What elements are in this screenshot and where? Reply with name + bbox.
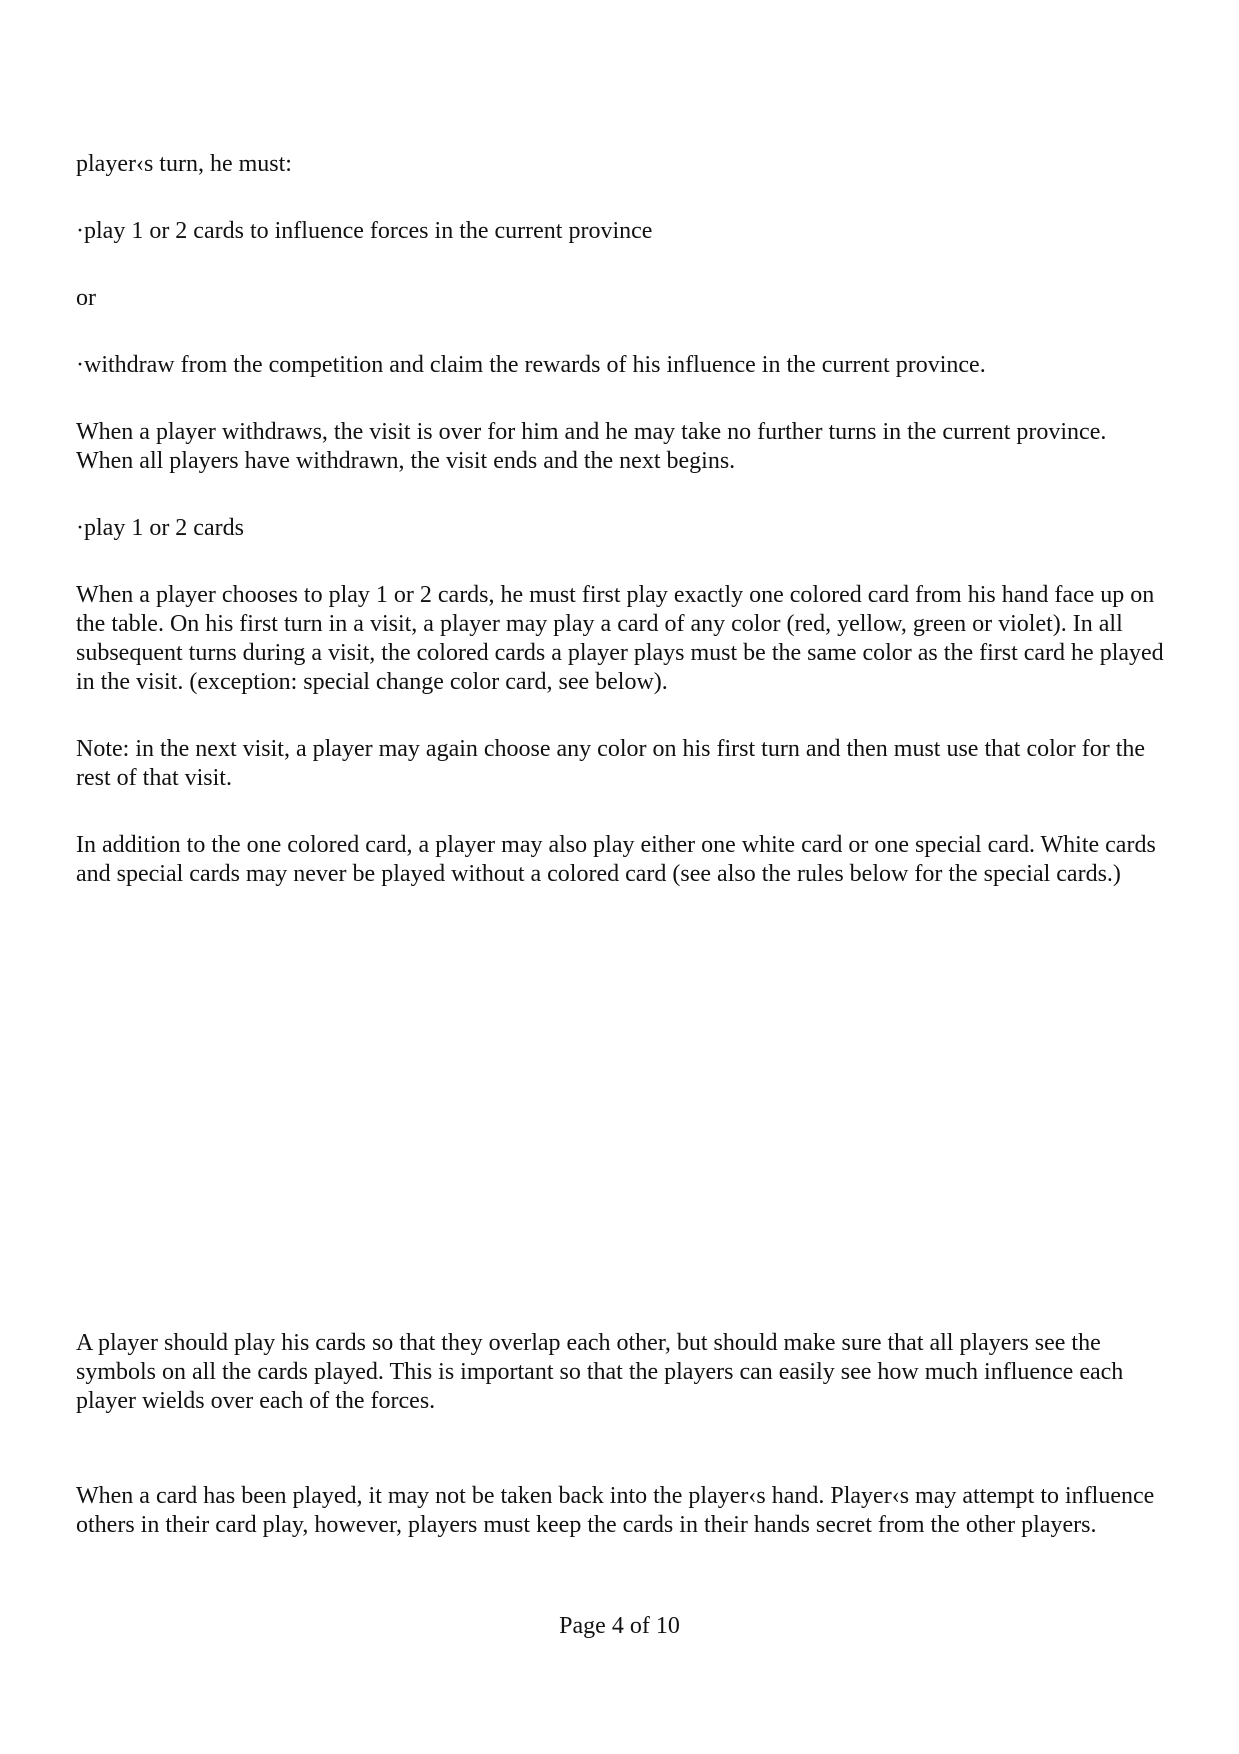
page-number: Page 4 of 10 (559, 1613, 680, 1639)
paragraph-card-played: When a card has been played, it may not be taken back into the player‹s hand. Player‹s may attempt to influence others in their card play, however, players must keep the cards in their hands secret from the other players. (76, 1483, 1155, 1538)
paragraph-option-withdraw: ·withdraw from the competition and claim the rewards of his influence in the current province. (76, 352, 986, 378)
paragraph-withdraw-rules: When a player withdraws, the visit is over for him and he may take no further turns in the current province. When all players have withdrawn, the visit ends and the next begins. (76, 419, 1107, 474)
paragraph-play-rules: When a player chooses to play 1 or 2 cards, he must first play exactly one colored card from his hand face up on the table. On his first turn in a visit, a player may play a card of any color (red, yellow, green or violet). In all subsequent turns during a visit, the colored cards a player plays must be the same color as the first card he played in the visit. (exception: special change color card, see below). (76, 582, 1164, 695)
paragraph-white-special-cards: In addition to the one colored card, a player may also play either one white card or one special card. White cards and special cards may never be played without a colored card (see also the rules below for the special cards.) (76, 832, 1156, 887)
paragraph-or: or (76, 285, 96, 311)
paragraph-play-heading: ·play 1 or 2 cards (76, 515, 244, 541)
paragraph-option-play: ·play 1 or 2 cards to influence forces in the current province (76, 218, 653, 244)
paragraph-overlap-cards: A player should play his cards so that they overlap each other, but should make sure that all players see the symbols on all the cards played. This is important so that the players can easily see how much influence each player wields over each of the forces. (76, 1330, 1124, 1414)
paragraph-next-visit-note: Note: in the next visit, a player may again choose any color on his first turn and then must use that color for the rest of that visit. (76, 736, 1146, 791)
paragraph-turn-intro: player‹s turn, he must: (76, 151, 292, 177)
